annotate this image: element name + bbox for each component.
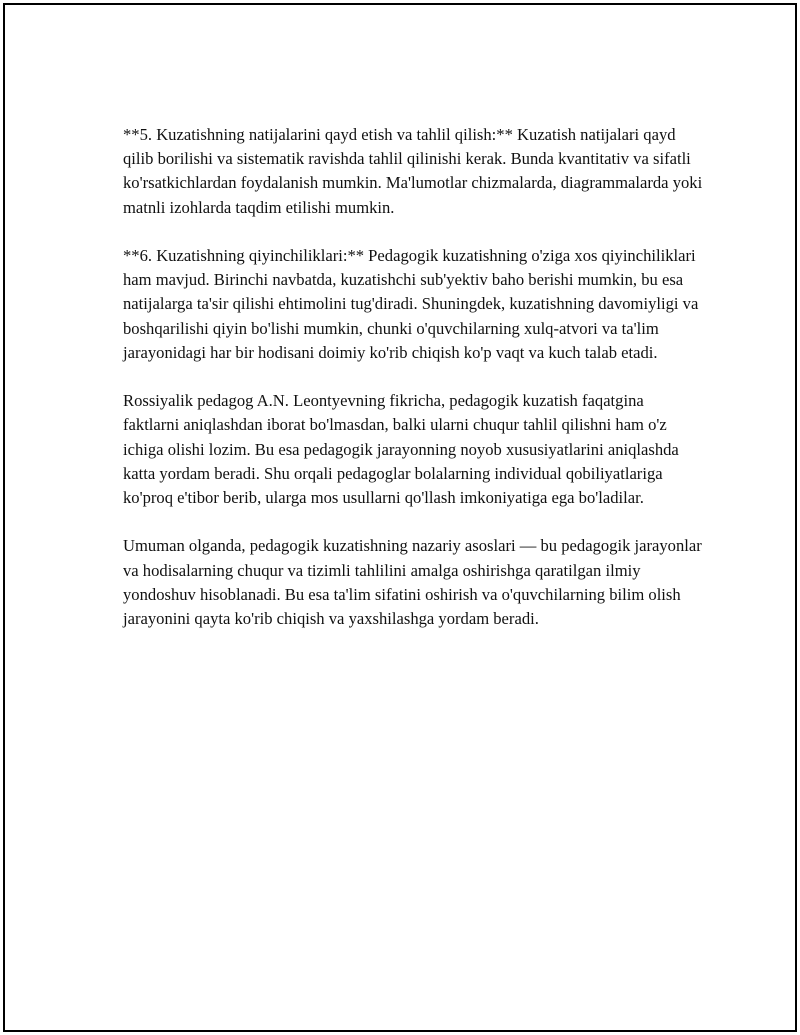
paragraph-observation-difficulties: **6. Kuzatishning qiyinchiliklari:** Pedagogik kuzatishning o'ziga xos qiyinchiliklari ham mavjud. Birinchi navbatda, kuzatishchi sub'yektiv baho berishi mumkin, bu esa natijalarga ta'sir qilishi ehtimolini tug'diradi. Shuningdek, kuzatishning davomiyligi va boshqarilishi qiyin bo'lishi mumkin, chunki o'quvchilarning xulq-atvori va ta'lim jarayonidagi har bir hodisani doimiy ko'rib chiqish ko'p vaqt va kuch talab etadi. (123, 246, 699, 362)
paragraph-observation-results: **5. Kuzatishning natijalarini qayd etish va tahlil qilish:** Kuzatish natijalari qayd qilib borilishi va sistematik ravishda tahlil qilinishi kerak. Bunda kvantitativ va sifatli ko'rsatkichlardan foydalanish mumkin. Ma'lumotlar chizmalarda, diagrammalarda yoki matnli izohlarda taqdim etilishi mumkin. (123, 125, 703, 217)
page-border (3, 3, 797, 1032)
document-body (123, 123, 703, 631)
paragraph-leontyev-opinion: Rossiyalik pedagog A.N. Leontyevning fikricha, pedagogik kuzatish faqatgina faktlarni aniqlashdan iborat bo'lmasdan, balki ularni chuqur tahlil qilishni ham o'z ichiga olishi lozim. Bu esa pedagogik jarayonning noyob xususiyatlarini aniqlashda katta yordam beradi. Shu orqali pedagoglar bolalarning individual qobiliyatlariga ko'proq e'tibor berib, ularga mos usullarni qo'llash imkoniyatiga ega bo'ladilar. (123, 391, 679, 508)
paragraph-conclusion: Umuman olganda, pedagogik kuzatishning nazariy asoslari — bu pedagogik jarayonlar va hodisalarning chuqur va tizimli tahlilini amalga oshirishga qaratilgan ilmiy yondoshuv hisoblanadi. Bu esa ta'lim sifatini oshirish va o'quvchilarning bilim olish jarayonini qayta ko'rib chiqish va yaxshilashga yordam beradi. (123, 536, 702, 629)
